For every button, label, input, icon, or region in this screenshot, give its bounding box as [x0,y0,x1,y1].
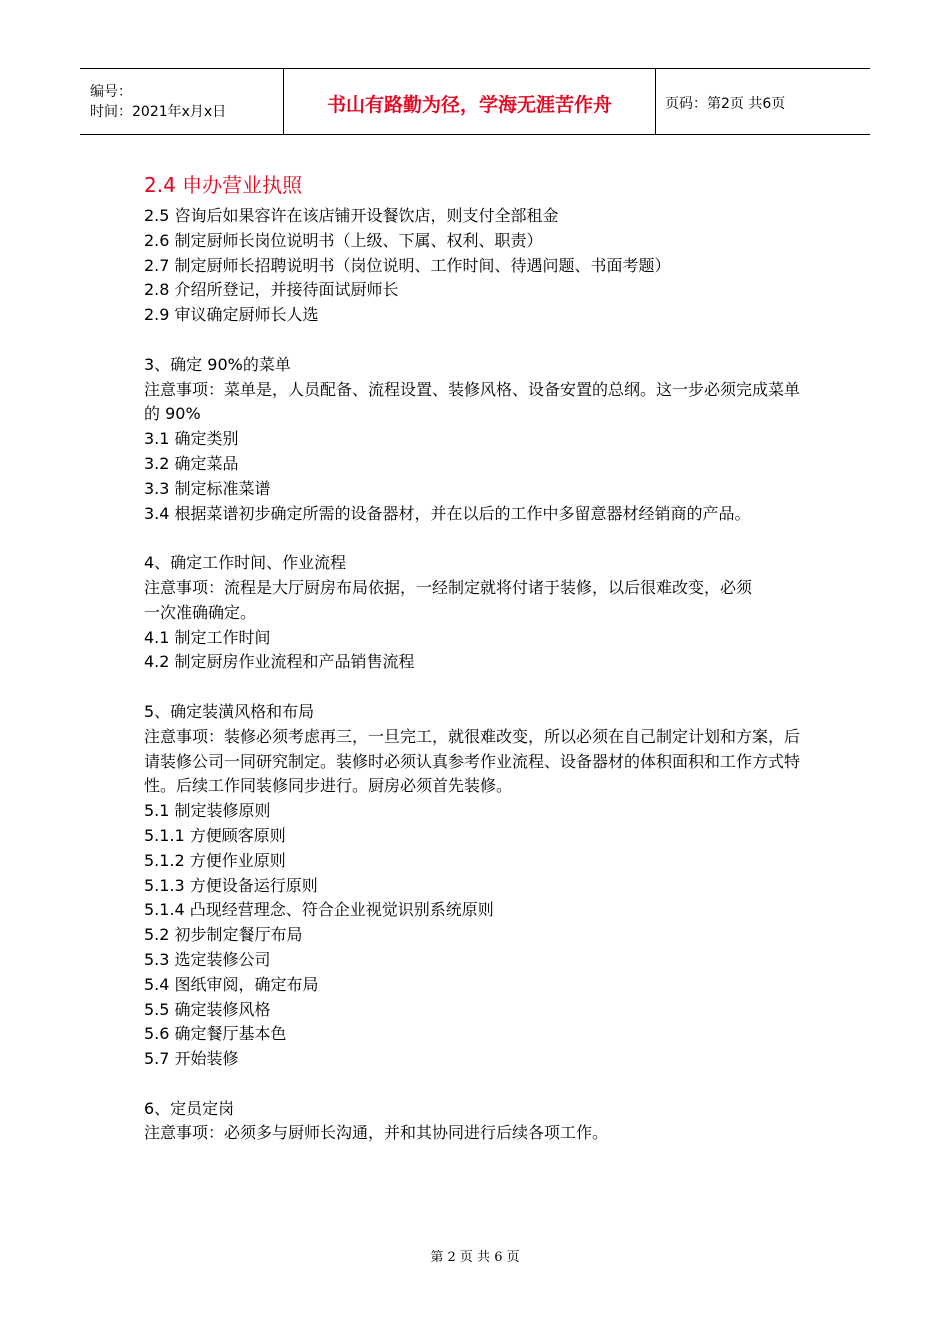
list-item: 5.1.1 方便顾客原则 [144,825,286,845]
note-paragraph: 注意事项：装修必须考虑再三，一旦完工，就很难改变，所以必须在自己制定计划和方案，后请装修公司一同研究制定。装修时必须认真参考作业流程、设备器材的体积面积和工作方式特性。后续工作同装修同步进行。厨房必须首先装修。 [144,726,801,796]
note-paragraph: 注意事项：菜单是，人员配备、流程设置、装修风格、设备安置的总纲。这一步必须完成菜单的 90% [144,379,801,424]
list-item: 4.1 制定工作时间 [144,627,271,647]
document-date: 时间：2021年x月x日 [90,103,227,120]
section-heading-5: 5、确定装潢风格和布局 [144,701,315,721]
list-item: 5.2 初步制定餐厅布局 [144,925,303,945]
list-item: 5.7 开始装修 [144,1049,239,1069]
note-paragraph: 注意事项：必须多与厨师长沟通，并和其协同进行后续各项工作。 [144,1123,609,1143]
section-title: 2.4 申办营业执照 [144,173,303,197]
list-item: 2.8 介绍所登记，并接待面试厨师长 [144,280,399,300]
list-item: 5.3 选定装修公司 [144,949,271,969]
list-item: 3.3 制定标准菜谱 [144,478,271,498]
list-item: 2.6 制定厨师长岗位说明书（上级、下属、权利、职责） [144,230,543,250]
note-continuation: 一次准确确定。 [144,602,257,622]
list-item: 4.2 制定厨房作业流程和产品销售流程 [144,652,415,672]
header-left-cell [80,69,283,134]
list-item: 5.1.2 方便作业原则 [144,850,286,870]
page-header [80,68,870,135]
list-item: 2.7 制定厨师长招聘说明书（岗位说明、工作时间、待遇问题、书面考题） [144,255,671,275]
list-item: 2.9 审议确定厨师长人选 [144,305,319,325]
list-item: 5.1.3 方便设备运行原则 [144,875,318,895]
header-page-info: 页码：第2页 共6页 [665,95,786,112]
list-item: 3.1 确定类别 [144,429,239,449]
list-item: 5.6 确定餐厅基本色 [144,1024,287,1044]
list-item: 5.1.4 凸现经营理念、符合企业视觉识别系统原则 [144,900,494,920]
list-item: 5.4 图纸审阅，确定布局 [144,974,319,994]
list-item: 2.5 咨询后如果容许在该店铺开设餐饮店，则支付全部租金 [144,206,559,225]
document-body [144,170,814,1146]
document-number-label: 编号： [90,83,132,100]
list-item: 5.1 制定装修原则 [144,801,271,821]
section-heading-6: 6、定员定岗 [144,1098,235,1118]
section-heading-3: 3、确定 90%的菜单 [144,354,291,374]
list-item: 3.4 根据菜谱初步确定所需的设备器材，并在以后的工作中多留意器材经销商的产品。 [144,503,751,523]
note-paragraph: 注意事项：流程是大厅厨房布局依据，一经制定就将付诸于装修，以后很难改变，必须 [144,577,753,597]
list-item: 3.2 确定菜品 [144,453,239,473]
list-item: 5.5 确定装修风格 [144,999,271,1019]
header-motto: 书山有路勤为径，学海无涯苦作舟 [283,69,656,134]
page-footer: 第 2 页 共 6 页 [430,1250,520,1265]
section-heading-4: 4、确定工作时间、作业流程 [144,553,347,573]
